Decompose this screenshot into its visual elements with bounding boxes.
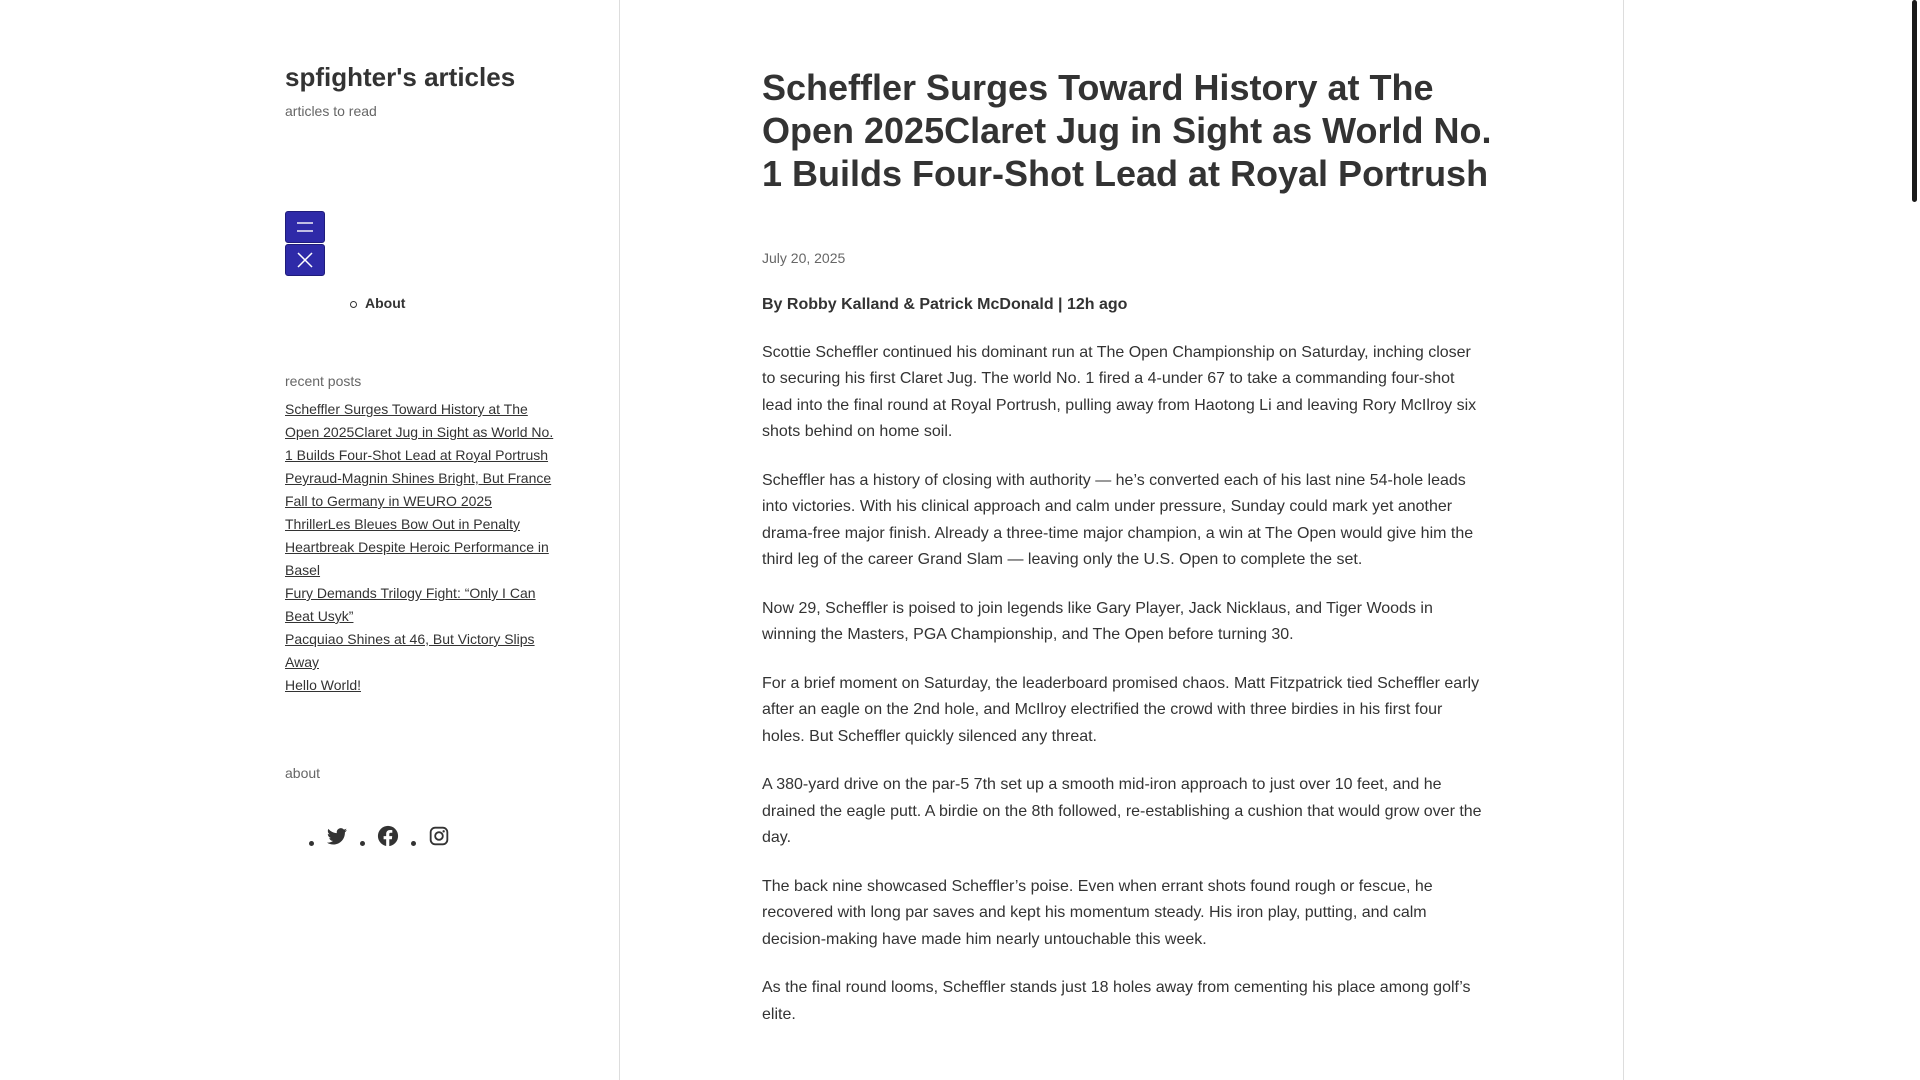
nav-item-about[interactable]: About xyxy=(365,295,406,311)
menu-close-button[interactable] xyxy=(285,244,325,276)
post-body xyxy=(762,292,1488,1050)
post-paragraph: For a brief moment on Saturday, the leaderboard promised chaos. Matt Fitzpatrick tied Scheffler early after an eagle on the 2nd hole, and McIlroy electrified the crowd with three birdies in his first four holes. But Scheffler quickly silenced any threat. xyxy=(762,674,1480,745)
recent-post-link[interactable]: Fury Demands Trilogy Fight: “Only I Can Beat Usyk” xyxy=(285,585,536,624)
post-paragraph: The back nine showcased Scheffler’s poise. Even when errant shots found rough or fescue, he recovered with long par saves and kept his momentum steady. His iron play, putting, and calm decision-making have made him nearly untouchable this week. xyxy=(762,877,1433,948)
menu-open-button[interactable] xyxy=(285,211,325,243)
hamburger-icon xyxy=(295,220,315,234)
list-item xyxy=(285,674,560,697)
site-description: articles to read xyxy=(285,103,377,119)
post-date: July 20, 2025 xyxy=(762,250,846,266)
post-paragraph: A 380-yard drive on the par-5 7th set up a smooth mid-iron approach to just over 10 feet, and he drained the eagle putt. A birdie on the 8th followed, re-establishing a cushion that would grow over the day. xyxy=(762,776,1482,846)
recent-post-link[interactable]: Pacquiao Shines at 46, But Victory Slips Away xyxy=(285,631,535,670)
list-bullet xyxy=(309,841,314,846)
about-heading: about xyxy=(285,765,321,781)
list-item xyxy=(285,467,560,582)
site-title[interactable]: spfighter's articles xyxy=(285,62,516,92)
twitter-icon[interactable] xyxy=(326,825,348,847)
page-scrollbar[interactable] xyxy=(1908,0,1920,1080)
list-item xyxy=(285,628,560,674)
post-paragraph: As the final round looms, Scheffler stands just 18 holes away from cementing his place among golf’s elite. xyxy=(762,979,1471,1023)
list-bullet xyxy=(360,841,365,846)
instagram-icon[interactable] xyxy=(428,825,450,847)
recent-post-link[interactable]: Scheffler Surges Toward History at The Open 2025Claret Jug in Sight as World No. 1 Builds Four-Shot Lead at Royal Portrush xyxy=(285,401,554,463)
nav-menu xyxy=(365,295,405,311)
post-title: Scheffler Surges Toward History at The Open 2025Claret Jug in Sight as World No. 1 Builds Four-Shot Lead at Royal Portrush xyxy=(762,67,1492,194)
recent-posts-list xyxy=(285,398,560,697)
facebook-icon[interactable] xyxy=(377,825,399,847)
post-paragraph: Scheffler has a history of closing with authority — he’s converted each of his last nine 54-hole leads into victories. With his clinical approach and calm under pressure, Sunday could mark yet another drama-free major finish. Already a three-time major champion, a win at The Open would give him the third leg of the career Grand Slam — leaving only the U.S. Open to complete the set. xyxy=(762,471,1474,568)
social-links xyxy=(285,825,462,847)
recent-post-link[interactable]: Hello World! xyxy=(285,677,361,693)
recent-posts-heading: recent posts xyxy=(285,373,362,389)
list-bullet xyxy=(411,841,416,846)
close-icon xyxy=(296,251,314,269)
recent-post-link[interactable]: Peyraud-Magnin Shines Bright, But France Fall to Germany in WEURO 2025 ThrillerLes Bleues Bow Out in Penalty Heartbreak Despite Heroic Performance in Basel xyxy=(285,470,552,578)
post-paragraph: Scottie Scheffler continued his dominant run at The Open Championship on Saturday, inching closer to securing his first Claret Jug. The world No. 1 fired a 4-under 67 to take a commanding four-shot lead into the final round at Royal Portrush, pulling away from Haotong Li and leaving Rory McIlroy six shots behind on home soil. xyxy=(762,343,1477,440)
sidebar xyxy=(0,0,620,1080)
list-item xyxy=(285,582,560,628)
post-paragraph: Now 29, Scheffler is poised to join legends like Gary Player, Jack Nicklaus, and Tiger Woods in winning the Masters, PGA Championship, and The Open before turning 30. xyxy=(762,599,1433,643)
scrollbar-thumb[interactable] xyxy=(1912,0,1917,202)
post-byline: By Robby Kalland & Patrick McDonald | 12h ago xyxy=(762,296,1128,313)
list-item xyxy=(285,398,560,467)
